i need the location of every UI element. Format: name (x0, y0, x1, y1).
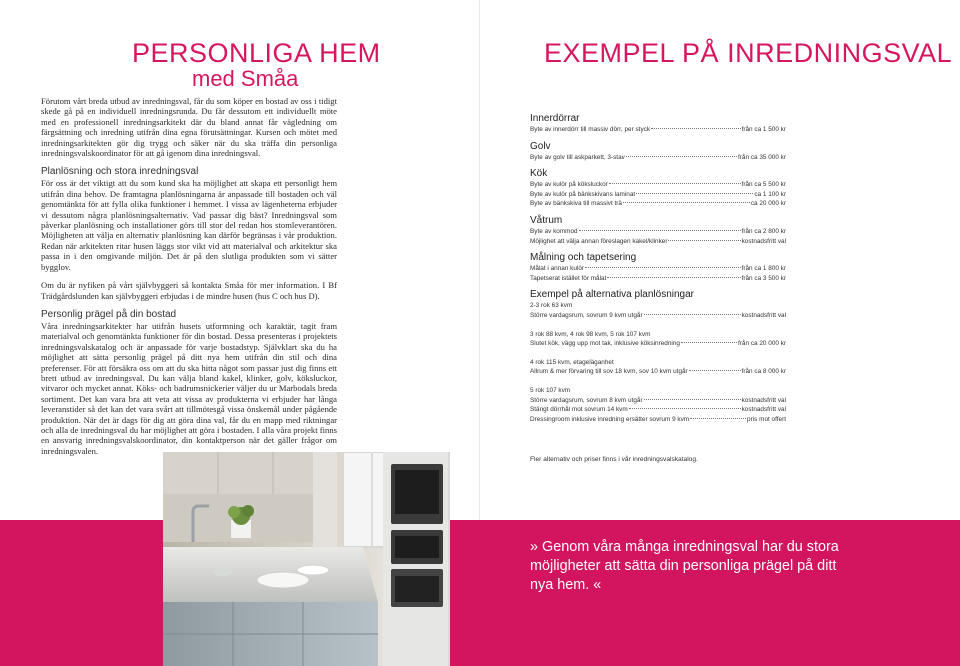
option-row: Möjlighet att välja annan föreslagen kakel/klinker kostnadsfritt val (530, 237, 786, 245)
section-heading: Innerdörrar (530, 113, 580, 124)
sjalvbyggeri-paragraph: Om du är nyfiken på vårt självbyggeri så kontakta Småa för mer information. I Bf Trädgårdslunden kan självbyggeri erbjudas i de mindre husen (hus C och hus D). (41, 280, 337, 301)
catalog-footnote: Fler alternativ och priser finns i vår inredningsvalskatalog. (530, 456, 698, 463)
option-row: Byte av innerdörr till massiv dörr, per styck från ca 1 500 kr (530, 126, 786, 133)
option-row: Byte av golv till askparkett, 3-stav från ca 35 000 kr (530, 153, 786, 161)
option-row: Tapetserat istället för målat från ca 3 500 kr (530, 274, 786, 282)
option-row: Dressingroom inklusive inredning ersätter sovrum 9 kvm pris mot offert (530, 415, 786, 423)
section-heading: Våtrum (530, 214, 563, 226)
section-heading: Exempel på alternativa planlösningar (530, 289, 694, 301)
section-heading: Kök (530, 168, 548, 180)
pull-quote: » Genom våra många inredningsval har du stora möjligheter att sätta din personliga prägel på ditt nya hem. « (530, 539, 839, 593)
heading-personlig-pragel: Personlig prägel på din bostad (41, 308, 177, 320)
intro-paragraph: Förutom vårt breda utbud av inredningsval, får du som köper en bostad av oss i tidigt skede gå på en individuell inredningsrunda. Du får dessutom ett individuellt möte med en professionell inredningsarkitekt där du bland annat får vägledning om färgsättning och inredning utifrån dina egna förutsättningar. Kursen och mötet med inredningsarkitekten gör dig trygg och säker när du ska träffa din personliga inredningsvalskoordinator för att gå igenom dina inredningsval. (41, 96, 337, 159)
plan-group-title: 3 rok 88 kvm, 4 rok 98 kvm, 5 rok 107 kvm (530, 330, 651, 338)
section-planlosningar (530, 289, 786, 424)
page-divider (479, 0, 480, 520)
section-malning (530, 252, 786, 283)
page-title-left: PERSONLIGA HEM (132, 38, 381, 68)
option-row: Byte av kulör på bänkskivans laminat ca 1 100 kr (530, 190, 786, 198)
option-row: Byte av bänkskiva till massivt trä ca 20 000 kr (530, 200, 786, 208)
section-golv (530, 141, 786, 163)
page-title-right: EXEMPEL PÅ INREDNINGSVAL (544, 38, 953, 68)
option-row: Större vardagsrum, sovrum 8 kvm utgår kostnadsfritt val (530, 396, 786, 404)
kitchen-photo (163, 452, 450, 666)
plan-group-title: 4 rok 115 kvm, etageläganhet (530, 358, 614, 366)
option-row: Byte av kulör på köksluckor från ca 5 500 kr (530, 181, 786, 189)
section-heading: Målning och tapetsering (530, 252, 637, 264)
left-body-text (41, 96, 337, 464)
personlig-pragel-paragraph: Våra inredningsarkitekter har utifrån husets utformning och karaktär, tagit fram materialval och genomtänkta funktioner för din bostad. Dessa presenteras i projektets inredningsvalskatalog och är anpassade för varje bostadstyp. Självklart ska du ha möjlighet att sätta personlig prägel på ditt nya hem utifrån din stil och dina preferenser. För att försäkra oss om att du ska hitta något som passar just dig finns ett brett utbud av inredningsval. Du kan välja bland kakel, klinker, golv, köksluckor, vitvaror och mycket annat. Köks- och badrumsnickerier väljer du ur Marbodals breda sortiment. Det kan vara bra att veta att vissa av produkterna vi erbjuder har långa leveranstider så det kan det vara svårt att tillmötesgå vissa önskemål under pågående produktion. När det är dags för dig att göra dina val, får du en mapp med riktningar och alla de inredningsval du har möjlighet att göra i bostaden. I alla våra projekt finns en ansvarig inredningsvalskoordinator, din kontaktperson när det gäller frågor om inredningsvalen. (41, 320, 337, 456)
option-row: Slutet kök, vägg upp mot tak, inklusive köksinredning från ca 20 000 kr (530, 340, 786, 348)
plan-group-title: 2-3 rok 63 kvm (530, 302, 573, 310)
option-row: Större vardagsrum, sovrum 9 kvm utgår kostnadsfritt val (530, 311, 786, 319)
option-row: Allrum & mer förvaring till sov 18 kvm, sov 10 kvm utgår från ca 8 000 kr (530, 368, 786, 376)
option-row: Byte av kommod från ca 2 800 kr (530, 227, 786, 235)
options-list (530, 113, 786, 430)
section-heading: Golv (530, 140, 551, 152)
plan-group-title: 5 rok 107 kvm (530, 386, 571, 394)
option-row: Stängt dörrhål mot sovrum 14 kvm kostnadsfritt val (530, 406, 786, 414)
section-kok (530, 168, 786, 209)
planlosning-paragraph: För oss är det viktigt att du som kund ska ha möjlighet att skapa ett personligt hem utifrån dina behov. De framtagna planlösningarna är anpassade till bostaden och väl genomtänkta för att fylla olika funktioner i hemmet. I vissa av lägenheterna erbjuder vi dessutom några planlösningsalternativ. Vad passar dig bäst? Inredningsval som påverkar planlösning och installationer görs till stor del redan hos stomleverantören. Möjligheten att välja en alternativ planlösning kan därför begränsas i vår produktion. Redan när arkitekten ritar husen läggs stor vikt vid att materialval och arkitektur ska passa in i den omgivande miljön. Det är på den slutliga produkten som vi sätter bygglov. (41, 178, 337, 272)
page-subtitle-left: med Småa (192, 66, 299, 91)
heading-planlosning: Planlösning och stora inredningsval (41, 166, 199, 178)
section-innerdorrar (530, 113, 786, 135)
option-row: Målat i annan kulör från ca 1 800 kr (530, 265, 786, 273)
section-vatrum (530, 215, 786, 246)
